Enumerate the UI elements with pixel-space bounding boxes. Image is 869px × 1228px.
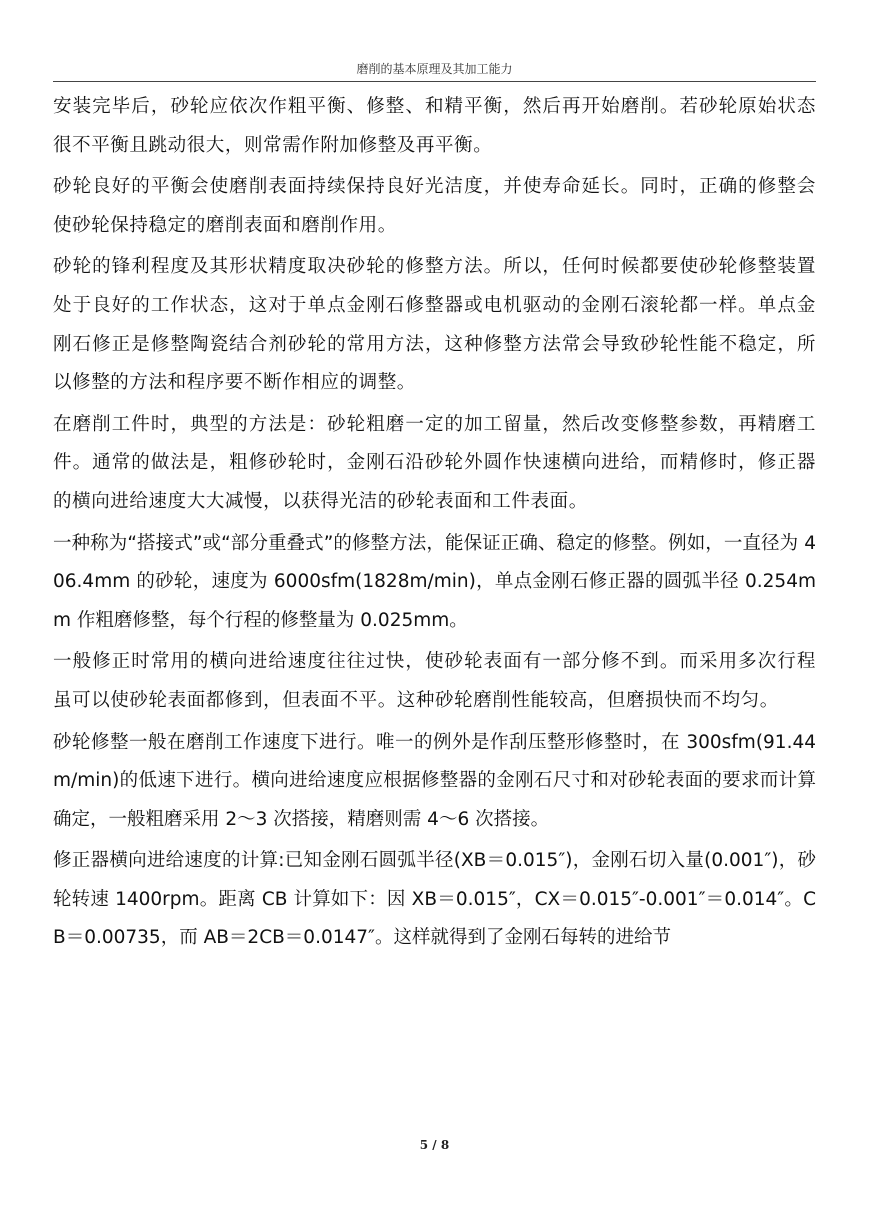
- paragraph-balancing: 安装完毕后，砂轮应依次作粗平衡、修整、和精平衡，然后再开始磨削。若砂轮原始状态很不平衡且跳动很大，则常需作附加修整及再平衡。: [53, 96, 816, 156]
- paragraph-dressing-method: 砂轮的锋利程度及其形状精度取决砂轮的修整方法。所以，任何时候都要使砂轮修整装置处于良好的工作状态，这对于单点金刚石修整器或电机驱动的金刚石滚轮都一样。单点金刚石修正是修整陶瓷结合剂砂轮的常用方法，这种修整方法常会导致砂轮性能不稳定，所以修整的方法和程序要不断作相应的调整。: [53, 256, 816, 394]
- page-number: 5 / 8: [419, 1138, 450, 1152]
- paragraph-dressing-speed: 砂轮修整一般在磨削工作速度下进行。唯一的例外是作刮压整形修整时，在 300sfm(91.44m/min)的低速下进行。横向进给速度应根据修整器的金刚石尺寸和对砂轮表面的要求而计算确定，一般粗磨采用 2～3 次搭接，精磨则需 4～6 次搭接。: [53, 731, 816, 830]
- paragraph-overlap-dressing: 一种称为“搭接式”或“部分重叠式”的修整方法，能保证正确、稳定的修整。例如，一直径为 406.4mm 的砂轮，速度为 6000sfm(1828m/min)，单点金刚石修正器的圆弧半径 0.254mm 作粗磨修整，每个行程的修整量为 0.025mm。: [53, 532, 816, 631]
- paragraph-feed-calculation: 修正器横向进给速度的计算:已知金刚石圆弧半径(XB＝0.015″)，金刚石切入量(0.001″)，砂轮转速 1400rpm。距离 CB 计算如下：因 XB＝0.015″，CX＝0.015″-0.001″＝0.014″。CB＝0.00735，而 AB＝2CB＝0.0147″。这样就得到了金刚石每转的进给节: [53, 850, 816, 949]
- paragraph-feed-speed: 一般修正时常用的横向进给速度往往过快，使砂轮表面有一部分修不到。而采用多次行程虽可以使砂轮表面都修到，但表面不平。这种砂轮磨削性能较高，但磨损快而不均匀。: [53, 651, 816, 711]
- paragraph-typical-method: 在磨削工件时，典型的方法是：砂轮粗磨一定的加工留量，然后改变修整参数，再精磨工件。通常的做法是，粗修砂轮时，金刚石沿砂轮外圆作快速横向进给，而精修时，修正器的横向进给速度大大减慢，以获得光洁的砂轮表面和工件表面。: [53, 413, 816, 512]
- paragraph-balance-benefits: 砂轮良好的平衡会使磨削表面持续保持良好光洁度，并使寿命延长。同时，正确的修整会使砂轮保持稳定的磨削表面和磨削作用。: [53, 176, 816, 236]
- header-rule: [53, 81, 816, 82]
- body-text: [53, 88, 816, 961]
- running-header: 磨削的基本原理及其加工能力: [356, 62, 513, 76]
